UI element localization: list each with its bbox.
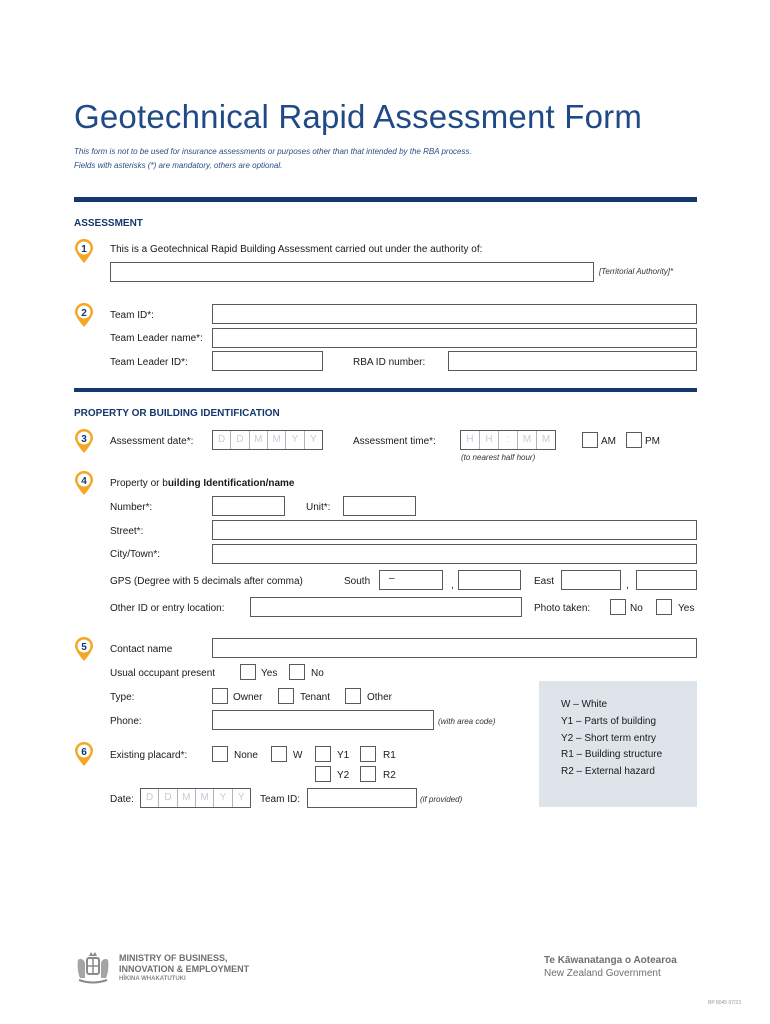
- step-5-marker-icon: [73, 636, 95, 662]
- occupant-yes-checkbox[interactable]: [240, 664, 256, 680]
- date-mask-m: M: [196, 789, 214, 807]
- photo-no-checkbox[interactable]: [610, 599, 626, 615]
- disclaimer-note: This form is not to be used for insurance assessments or purposes other than that intended by the RBA process.: [74, 147, 472, 156]
- territorial-authority-hint: [Territorial Authority]*: [599, 267, 674, 276]
- assessment-date-label: Assessment date*:: [110, 436, 194, 447]
- form-code: BP 8045 07/23: [708, 1000, 741, 1006]
- team-leader-name-field[interactable]: [212, 328, 697, 348]
- time-mask-m: M: [518, 431, 537, 449]
- gps-south-comma: ,: [451, 580, 454, 591]
- gps-east-comma: ,: [626, 580, 629, 591]
- type-tenant-checkbox[interactable]: [278, 688, 294, 704]
- date-mask-d: D: [213, 431, 231, 449]
- placard-r2-label: R2: [383, 770, 396, 781]
- gps-east-field[interactable]: [561, 570, 621, 590]
- assessment-date-field[interactable]: [212, 430, 323, 450]
- date-mask-d: D: [141, 789, 159, 807]
- placard-r1-label: R1: [383, 750, 396, 761]
- gps-south-field[interactable]: [379, 570, 443, 590]
- occupant-yes-label: Yes: [261, 668, 278, 679]
- occupant-no-label: No: [311, 668, 324, 679]
- legend-item: Y2 – Short term entry: [561, 733, 657, 744]
- step-4-marker-icon: [73, 470, 95, 496]
- placard-w-checkbox[interactable]: [271, 746, 287, 762]
- step-3-marker-icon: [73, 428, 95, 454]
- time-mask-h: H: [461, 431, 480, 449]
- step-6-marker-icon: [73, 741, 95, 767]
- identification-label-bold: uilding Identification/name: [167, 478, 295, 489]
- phone-hint: (with area code): [438, 717, 496, 726]
- mandatory-note: Fields with asterisks (*) are mandatory, others are optional.: [74, 161, 283, 170]
- assessment-time-label: Assessment time*:: [353, 436, 436, 447]
- placard-w-label: W: [293, 750, 303, 761]
- city-label: City/Town*:: [110, 549, 161, 560]
- occupant-label: Usual occupant present: [110, 668, 216, 679]
- mbie-line-1: MINISTRY OF BUSINESS,: [119, 953, 228, 963]
- placard-none-checkbox[interactable]: [212, 746, 228, 762]
- form-title: Geotechnical Rapid Assessment Form: [74, 98, 643, 135]
- mbie-line-2: INNOVATION & EMPLOYMENT: [119, 964, 250, 974]
- south-label: South: [344, 576, 371, 587]
- placard-y2-checkbox[interactable]: [315, 766, 331, 782]
- legend-item: R1 – Building structure: [561, 749, 663, 760]
- type-tenant-label: Tenant: [300, 692, 331, 703]
- placard-legend: [539, 681, 697, 807]
- number-label: Number*:: [110, 502, 153, 513]
- type-label: Type:: [110, 692, 135, 703]
- legend-item: R2 – External hazard: [561, 766, 655, 777]
- rba-id-label: RBA ID number:: [353, 357, 426, 368]
- placard-y2-label: Y2: [337, 770, 350, 781]
- south-prefix: –: [389, 573, 395, 584]
- placard-r2-checkbox[interactable]: [360, 766, 376, 782]
- date-mask-y: Y: [237, 792, 245, 803]
- type-other-label: Other: [367, 692, 393, 703]
- date-mask-d: D: [231, 431, 249, 449]
- coat-of-arms-logo: [74, 950, 112, 986]
- placard-y1-checkbox[interactable]: [315, 746, 331, 762]
- team-leader-name-label: Team Leader name*:: [110, 333, 203, 344]
- east-label: East: [534, 576, 555, 587]
- other-id-field[interactable]: [250, 597, 522, 617]
- time-mask-colon: :: [499, 431, 518, 449]
- identification-label: [110, 478, 294, 489]
- gps-south-decimal-field[interactable]: [458, 570, 521, 590]
- type-owner-checkbox[interactable]: [212, 688, 228, 704]
- photo-yes-checkbox[interactable]: [656, 599, 672, 615]
- occupant-no-checkbox[interactable]: [289, 664, 305, 680]
- placard-team-id-hint: (if provided): [420, 795, 463, 804]
- type-other-checkbox[interactable]: [345, 688, 361, 704]
- city-field[interactable]: [212, 544, 697, 564]
- street-field[interactable]: [212, 520, 697, 540]
- date-mask-m: M: [268, 431, 286, 449]
- number-field[interactable]: [212, 496, 285, 516]
- placard-team-id-label: Team ID:: [260, 794, 301, 805]
- step-2-marker-icon: [73, 302, 95, 328]
- svg-text:4: 4: [81, 476, 87, 487]
- photo-no-label: No: [630, 603, 643, 614]
- team-id-field[interactable]: [212, 304, 697, 324]
- date-mask-m: M: [250, 431, 268, 449]
- unit-label: Unit*:: [306, 502, 331, 513]
- team-id-label: Team ID*:: [110, 310, 154, 321]
- legend-item: W – White: [561, 699, 608, 710]
- pm-label: PM: [645, 436, 660, 447]
- date-mask-y: Y: [309, 434, 317, 445]
- time-hint: (to nearest half hour): [461, 453, 536, 462]
- header-divider: [74, 197, 697, 202]
- svg-text:1: 1: [81, 244, 87, 255]
- phone-label: Phone:: [110, 716, 142, 727]
- placard-date-label: Date:: [110, 794, 134, 805]
- legend-item: Y1 – Parts of building: [561, 716, 657, 727]
- time-mask-m: M: [541, 434, 551, 445]
- placard-y1-label: Y1: [337, 750, 350, 761]
- identification-label-prefix: Property or b: [110, 478, 168, 489]
- gov-maori-name: Te Kāwanatanga o Aotearoa: [544, 955, 677, 966]
- placard-team-id-field[interactable]: [307, 788, 417, 808]
- date-mask-m: M: [178, 789, 196, 807]
- svg-text:2: 2: [81, 308, 87, 319]
- territorial-authority-field[interactable]: [110, 262, 594, 282]
- date-mask-y: Y: [214, 789, 232, 807]
- unit-field[interactable]: [343, 496, 416, 516]
- svg-text:6: 6: [81, 747, 87, 758]
- date-mask-y: Y: [286, 431, 304, 449]
- assessment-time-field[interactable]: [460, 430, 556, 450]
- contact-name-field[interactable]: [212, 638, 697, 658]
- gov-english-name: New Zealand Government: [544, 968, 661, 979]
- section-divider: [74, 388, 697, 392]
- pm-checkbox[interactable]: [626, 432, 642, 448]
- rba-id-field[interactable]: [448, 351, 697, 371]
- street-label: Street*:: [110, 526, 144, 537]
- time-mask-h: H: [480, 431, 499, 449]
- authority-intro-label: This is a Geotechnical Rapid Building Assessment carried out under the authority of:: [110, 244, 483, 255]
- placard-none-label: None: [234, 750, 258, 761]
- type-owner-label: Owner: [233, 692, 263, 703]
- team-leader-id-label: Team Leader ID*:: [110, 357, 188, 368]
- gps-east-decimal-field[interactable]: [636, 570, 697, 590]
- placard-date-field[interactable]: [140, 788, 251, 808]
- svg-text:5: 5: [81, 642, 87, 653]
- am-checkbox[interactable]: [582, 432, 598, 448]
- phone-field[interactable]: [212, 710, 434, 730]
- placard-label: Existing placard*:: [110, 750, 188, 761]
- team-leader-id-field[interactable]: [212, 351, 323, 371]
- gps-label: GPS (Degree with 5 decimals after comma): [110, 576, 303, 587]
- am-label: AM: [601, 436, 616, 447]
- property-heading: PROPERTY OR BUILDING IDENTIFICATION: [74, 408, 280, 419]
- photo-taken-label: Photo taken:: [534, 603, 591, 614]
- placard-r1-checkbox[interactable]: [360, 746, 376, 762]
- contact-name-label: Contact name: [110, 644, 173, 655]
- svg-text:3: 3: [81, 434, 87, 445]
- assessment-heading: ASSESSMENT: [74, 218, 143, 229]
- mbie-line-3: HĪKINA WHAKATUTUKI: [119, 976, 186, 982]
- step-1-marker-icon: [73, 238, 95, 264]
- photo-yes-label: Yes: [678, 603, 695, 614]
- date-mask-d: D: [159, 789, 177, 807]
- other-id-label: Other ID or entry location:: [110, 603, 225, 614]
